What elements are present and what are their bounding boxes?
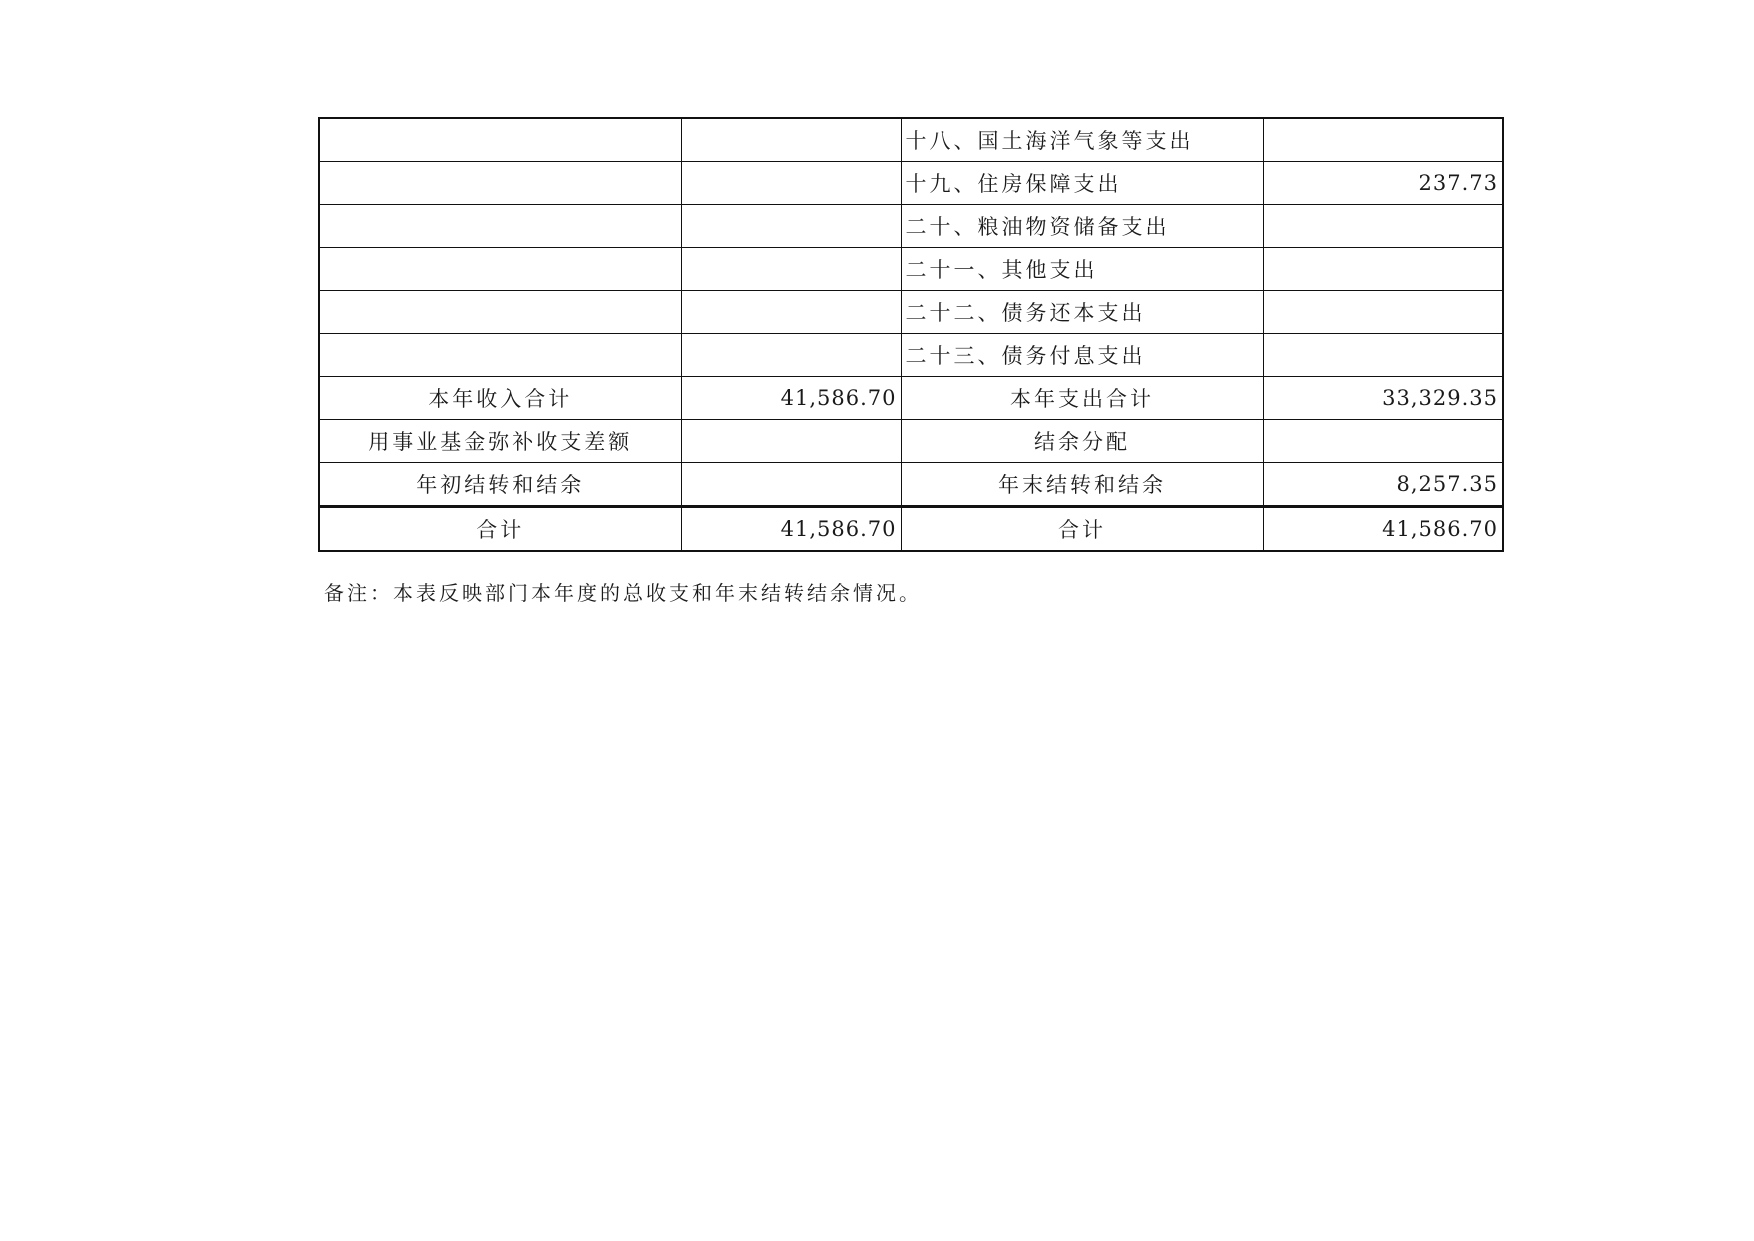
income-value-cell [681, 420, 901, 463]
expense-item-cell: 年末结转和结余 [901, 463, 1263, 507]
expense-item-cell: 二十三、债务付息支出 [901, 334, 1263, 377]
table-row [319, 291, 1503, 334]
total-income-value: 41,586.70 [681, 507, 901, 552]
expense-value-cell: 8,257.35 [1263, 463, 1503, 507]
income-item-cell [319, 334, 681, 377]
table-note: 备注：本表反映部门本年度的总收支和年末结转结余情况。 [324, 581, 922, 605]
income-item-cell: 年初结转和结余 [319, 463, 681, 507]
expense-value-cell [1263, 118, 1503, 162]
income-item-cell [319, 248, 681, 291]
expense-item-cell: 十九、住房保障支出 [901, 162, 1263, 205]
expense-value-cell: 33,329.35 [1263, 377, 1503, 420]
table-row [319, 334, 1503, 377]
expense-value-cell [1263, 248, 1503, 291]
income-value-cell [681, 205, 901, 248]
income-value-cell [681, 248, 901, 291]
summary-row-annual [319, 377, 1503, 420]
total-expense-label: 合计 [901, 507, 1263, 552]
expense-value-cell [1263, 420, 1503, 463]
income-item-cell [319, 118, 681, 162]
expense-item-cell: 十八、国土海洋气象等支出 [901, 118, 1263, 162]
income-item-cell [319, 205, 681, 248]
expense-item-cell: 结余分配 [901, 420, 1263, 463]
expense-item-cell: 本年支出合计 [901, 377, 1263, 420]
summary-row-fund [319, 420, 1503, 463]
income-value-cell [681, 118, 901, 162]
table-row [319, 162, 1503, 205]
budget-table [318, 117, 1504, 552]
expense-item-cell: 二十、粮油物资储备支出 [901, 205, 1263, 248]
income-value-cell [681, 463, 901, 507]
total-row [319, 507, 1503, 552]
table-row [319, 118, 1503, 162]
expense-value-cell: 237.73 [1263, 162, 1503, 205]
expense-item-cell: 二十一、其他支出 [901, 248, 1263, 291]
income-item-cell: 用事业基金弥补收支差额 [319, 420, 681, 463]
expense-value-cell [1263, 205, 1503, 248]
expense-value-cell [1263, 291, 1503, 334]
income-value-cell [681, 291, 901, 334]
income-item-cell [319, 162, 681, 205]
income-item-cell: 本年收入合计 [319, 377, 681, 420]
income-value-cell [681, 162, 901, 205]
income-value-cell: 41,586.70 [681, 377, 901, 420]
income-item-cell [319, 291, 681, 334]
expense-item-cell: 二十二、债务还本支出 [901, 291, 1263, 334]
total-income-label: 合计 [319, 507, 681, 552]
table-row [319, 248, 1503, 291]
expense-value-cell [1263, 334, 1503, 377]
total-expense-value: 41,586.70 [1263, 507, 1503, 552]
income-value-cell [681, 334, 901, 377]
summary-row-carryover [319, 463, 1503, 507]
table-row [319, 205, 1503, 248]
